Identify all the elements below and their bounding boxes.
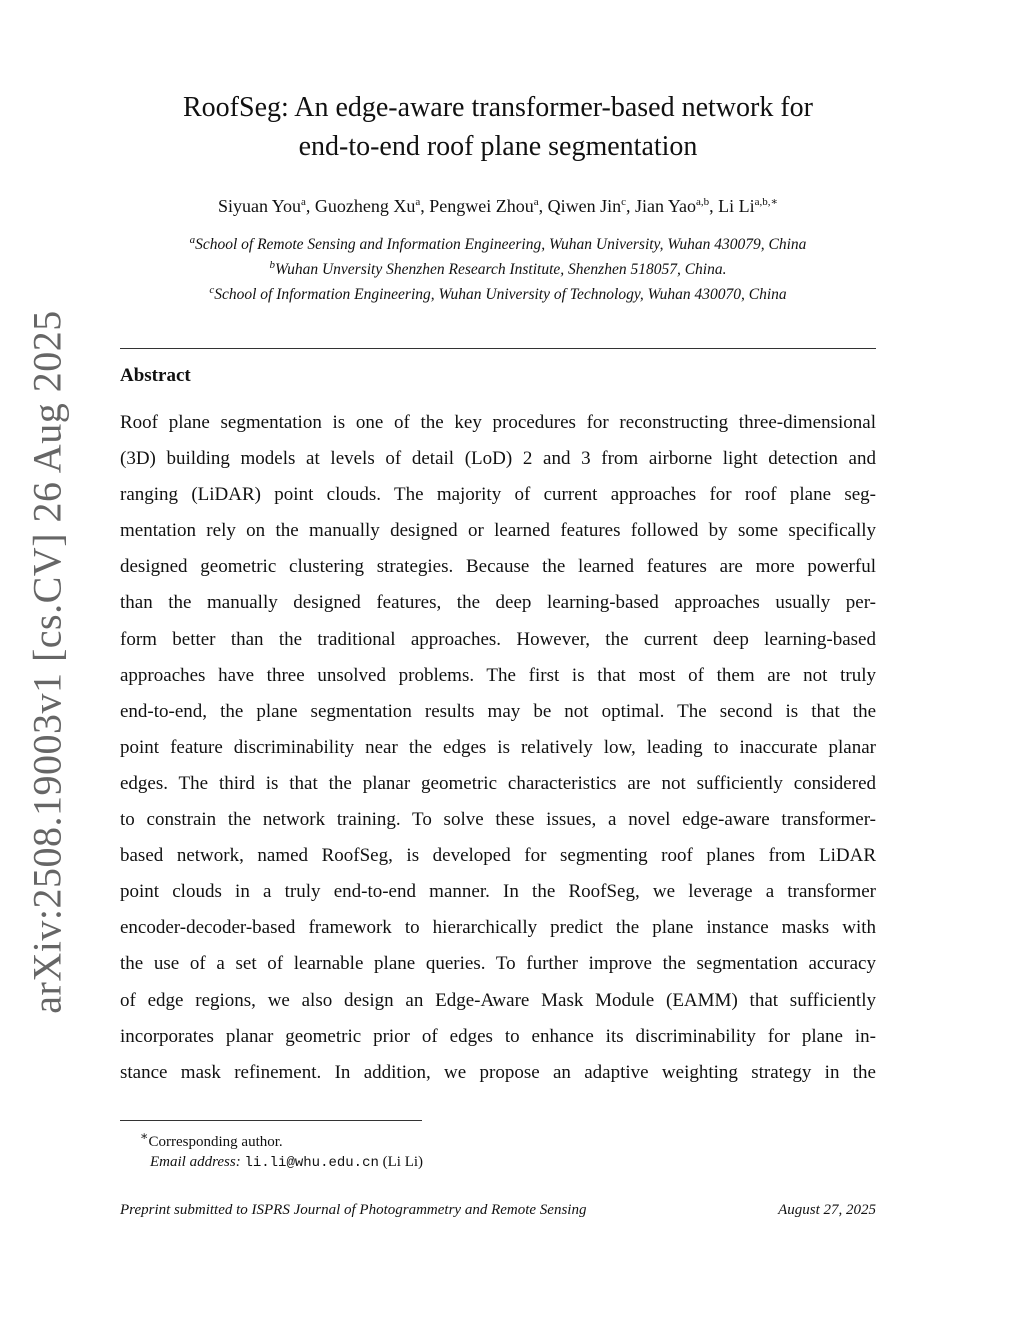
journal-note: Preprint submitted to ISPRS Journal of Photogrammetry and Remote Sensing — [120, 1202, 587, 1218]
abstract-line: end-to-end, the plane segmentation results may be not optimal. The second is that the — [120, 700, 876, 722]
abstract-line: the use of a set of learnable plane queries. To further improve the segmentation accuracy — [120, 953, 876, 975]
author: Guozheng Xu$^a$ — [314, 196, 421, 216]
author: Siyuan You$^a$ — [217, 196, 306, 216]
author: Li $Li^{a,b,∗}$ — [718, 196, 779, 216]
abstract-line: to constrain the network training. To solve these issues, a novel edge-aware transformer- — [120, 809, 876, 831]
title-line-2: end-to-end roof plane segmentation — [298, 131, 698, 162]
abstract-top-rule — [120, 348, 876, 349]
affiliations — [100, 230, 896, 305]
abstract-line: based network, named RoofSeg, is developed for segmenting roof planes from LiDAR — [120, 845, 876, 867]
paper-title — [120, 88, 876, 166]
abstract-line: encoder-decoder-based framework to hierarchically predict the plane instance masks with — [120, 917, 876, 939]
arxiv-identifier: arXiv:2508.19003v1 [cs.CV] 26 Aug 2025 — [24, 310, 70, 1014]
corresponding-author-note: ∗Corresponding author. — [140, 1129, 283, 1150]
abstract-line: form better than the traditional approaches. However, the current deep learning-based — [120, 628, 876, 650]
abstract-line: ranging (LiDAR) point clouds. The majority of current approaches for roof plane seg- — [120, 484, 876, 506]
author: Pengwei Zhou$^a$ — [429, 196, 539, 216]
abstract-line: of edge regions, we also design an Edge-Aware Mask Module (EAMM) that sufficiently — [120, 989, 876, 1011]
abstract-line: designed geometric clustering strategies. Because the learned features are more powerful — [120, 556, 876, 578]
author: Qiwen Jin$^c$ — [547, 196, 627, 216]
author: Jian Yao$^{a,b}$ — [635, 196, 710, 216]
abstract-line: approaches have three unsolved problems. The first is that most of them are not truly — [120, 664, 876, 686]
abstract-line: (3D) building models at levels of detail (LoD) 2 and 3 from airborne light detection and — [120, 448, 876, 470]
abstract-line: point feature discriminability near the edges is relatively low, leading to inaccurate planar — [120, 736, 876, 758]
abstract-line: edges. The third is that the planar geometric characteristics are not sufficiently considered — [120, 772, 876, 794]
affiliation-c: $^c$School of Information Engineering, Wuhan University of Technology, Wuhan 430070, China — [209, 284, 787, 304]
abstract-line: Roof plane segmentation is one of the key procedures for reconstructing three-dimensional — [120, 412, 876, 433]
affiliation-b: $^b$Wuhan Unversity Shenzhen Research Institute, Shenzhen 518057, China. — [269, 259, 727, 279]
abstract-line: than the manually designed features, the deep learning-based approaches usually per- — [120, 592, 876, 614]
email-link[interactable]: li.li@whu.edu.cn — [244, 1155, 379, 1171]
abstract-line: incorporates planar geometric prior of edges to enhance its discriminability for plane in- — [120, 1025, 876, 1047]
abstract-line: mentation rely on the manually designed or learned features followed by some specifically — [120, 520, 876, 542]
email-note: Email address: li.li@whu.edu.cn (Li Li) — [150, 1154, 424, 1171]
title-line-1: RoofSeg: An edge-aware transformer-based network for — [183, 92, 813, 123]
abstract-line: point clouds in a truly end-to-end manner. In the RoofSeg, we leverage a transformer — [120, 881, 876, 903]
affiliation-a: $^a$School of Remote Sensing and Information Engineering, Wuhan University, Wuhan 430079, China — [189, 234, 807, 254]
footnote-rule — [120, 1120, 422, 1121]
author-list: Siyuan You$^a$, Guozheng Xu$^a$, Pengwei Zhou$^a$, Qiwen Jin$^c$, Jian Yao$^{a,b}$, Li $Li^{a,b,∗}$ — [217, 196, 779, 216]
page-footer — [120, 1202, 876, 1219]
abstract-line: stance mask refinement. In addition, we propose an adaptive weighting strategy in the — [120, 1061, 876, 1083]
abstract-heading: Abstract — [120, 365, 191, 386]
footnotes — [140, 1126, 423, 1173]
abstract-body — [120, 405, 876, 1091]
footer-date: August 27, 2025 — [778, 1202, 876, 1218]
